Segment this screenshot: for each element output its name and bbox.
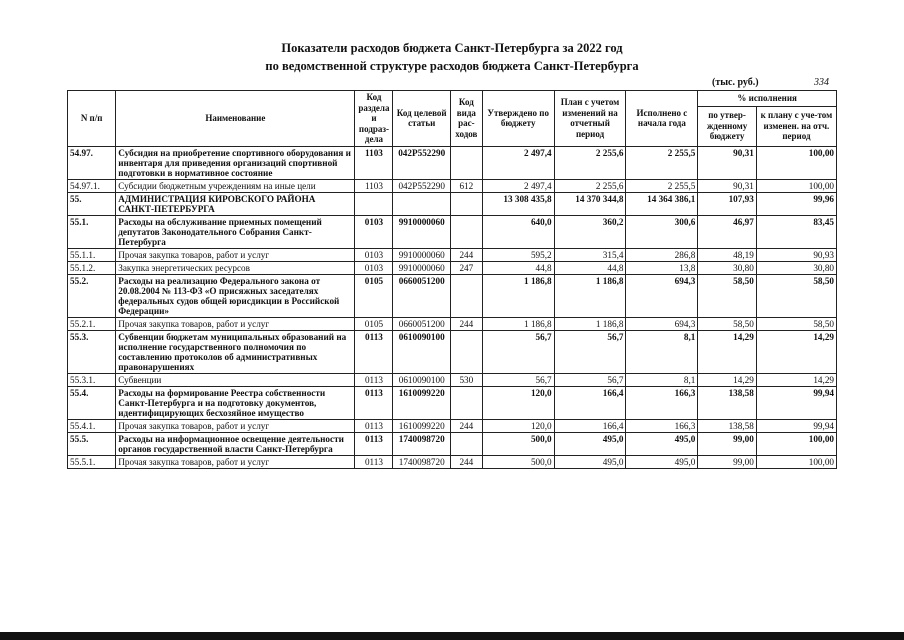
row-section-code: 0105 xyxy=(355,317,393,330)
row-type-code: 244 xyxy=(450,455,482,468)
report-title-line-1: Показатели расходов бюджета Санкт-Петербурга за 2022 год xyxy=(281,41,623,55)
row-num: 55.4. xyxy=(68,386,116,419)
row-name: Закупка энергетических ресурсов xyxy=(116,261,355,274)
row-article-code: 0660051200 xyxy=(393,274,450,317)
row-article-code: 9910000060 xyxy=(393,248,450,261)
row-approved: 13 308 435,8 xyxy=(482,192,554,215)
header-approved: Утверждено по бюджету xyxy=(482,91,554,147)
row-article-code: 9910000060 xyxy=(393,261,450,274)
header-type-code: Код вида рас-ходов xyxy=(450,91,482,147)
row-executed: 2 255,5 xyxy=(626,179,698,192)
row-pct-approved: 46,97 xyxy=(698,215,757,248)
row-num: 55.5. xyxy=(68,432,116,455)
row-plan: 166,4 xyxy=(554,419,626,432)
row-article-code: 1740098720 xyxy=(393,432,450,455)
row-num: 55. xyxy=(68,192,116,215)
row-name: Субсидии бюджетным учреждениям на иные цели xyxy=(116,179,355,192)
row-article-code: 0610090100 xyxy=(393,330,450,373)
row-approved: 56,7 xyxy=(482,330,554,373)
row-num: 55.3. xyxy=(68,330,116,373)
row-approved: 2 497,4 xyxy=(482,146,554,179)
row-pct-approved: 58,50 xyxy=(698,317,757,330)
row-executed: 166,3 xyxy=(626,386,698,419)
row-pct-plan: 100,00 xyxy=(756,146,836,179)
row-approved: 1 186,8 xyxy=(482,274,554,317)
row-plan: 44,8 xyxy=(554,261,626,274)
row-executed: 495,0 xyxy=(626,432,698,455)
report-title-line-2: по ведомственной структуре расходов бюджета Санкт-Петербурга xyxy=(265,59,639,73)
header-percent-group: % исполнения xyxy=(698,91,837,107)
row-pct-approved: 48,19 xyxy=(698,248,757,261)
row-article-code: 9910000060 xyxy=(393,215,450,248)
row-executed: 13,8 xyxy=(626,261,698,274)
row-approved: 2 497,4 xyxy=(482,179,554,192)
row-pct-approved: 14,29 xyxy=(698,373,757,386)
table-row xyxy=(68,192,837,215)
row-section-code: 0113 xyxy=(355,455,393,468)
row-type-code: 247 xyxy=(450,261,482,274)
row-num: 54.97.1. xyxy=(68,179,116,192)
row-pct-approved: 99,00 xyxy=(698,455,757,468)
row-pct-approved: 58,50 xyxy=(698,274,757,317)
row-num: 55.2.1. xyxy=(68,317,116,330)
row-article-code: 042P552290 xyxy=(393,146,450,179)
row-executed: 694,3 xyxy=(626,317,698,330)
row-pct-plan: 14,29 xyxy=(756,330,836,373)
row-plan: 1 186,8 xyxy=(554,274,626,317)
row-section-code: 1103 xyxy=(355,146,393,179)
row-approved: 120,0 xyxy=(482,419,554,432)
row-article-code: 042P552290 xyxy=(393,179,450,192)
table-row xyxy=(68,146,837,179)
header-name: Наименование xyxy=(116,91,355,147)
row-type-code xyxy=(450,192,482,215)
table-row xyxy=(68,432,837,455)
row-type-code xyxy=(450,274,482,317)
row-executed: 8,1 xyxy=(626,330,698,373)
row-name: Расходы на информационное освещение деятельности органов государственной власти Санкт-Петербурга xyxy=(116,432,355,455)
row-pct-plan: 14,29 xyxy=(756,373,836,386)
row-pct-plan: 99,96 xyxy=(756,192,836,215)
row-name: АДМИНИСТРАЦИЯ КИРОВСКОГО РАЙОНА САНКТ-ПЕТЕРБУРГА xyxy=(116,192,355,215)
header-pct-approved: по утвер-жденному бюджету xyxy=(698,106,757,146)
row-type-code: 244 xyxy=(450,317,482,330)
row-executed: 300,6 xyxy=(626,215,698,248)
units-label: (тыс. руб.) xyxy=(712,77,759,88)
header-section-code: Код раздела и подраз-дела xyxy=(355,91,393,147)
row-pct-approved: 90,31 xyxy=(698,146,757,179)
row-name: Расходы на обслуживание приемных помещений депутатов Законодательного Собрания Санкт-Петербурга xyxy=(116,215,355,248)
row-pct-plan: 99,94 xyxy=(756,419,836,432)
row-name: Прочая закупка товаров, работ и услуг xyxy=(116,248,355,261)
row-type-code: 612 xyxy=(450,179,482,192)
row-section-code: 0113 xyxy=(355,330,393,373)
row-article-code: 1610099220 xyxy=(393,419,450,432)
row-pct-plan: 100,00 xyxy=(756,179,836,192)
table-row xyxy=(68,419,837,432)
budget-table xyxy=(67,90,837,469)
row-approved: 1 186,8 xyxy=(482,317,554,330)
row-plan: 2 255,6 xyxy=(554,146,626,179)
row-pct-approved: 107,93 xyxy=(698,192,757,215)
row-executed: 495,0 xyxy=(626,455,698,468)
row-plan: 14 370 344,8 xyxy=(554,192,626,215)
header-executed: Исполнено с начала года xyxy=(626,91,698,147)
row-type-code xyxy=(450,215,482,248)
row-plan: 360,2 xyxy=(554,215,626,248)
row-approved: 56,7 xyxy=(482,373,554,386)
row-approved: 120,0 xyxy=(482,386,554,419)
row-article-code: 0660051200 xyxy=(393,317,450,330)
row-executed: 14 364 386,1 xyxy=(626,192,698,215)
row-name: Прочая закупка товаров, работ и услуг xyxy=(116,455,355,468)
row-plan: 56,7 xyxy=(554,330,626,373)
row-num: 55.5.1. xyxy=(68,455,116,468)
row-executed: 166,3 xyxy=(626,419,698,432)
row-executed: 8,1 xyxy=(626,373,698,386)
row-plan: 495,0 xyxy=(554,432,626,455)
row-executed: 2 255,5 xyxy=(626,146,698,179)
row-name: Прочая закупка товаров, работ и услуг xyxy=(116,419,355,432)
row-pct-approved: 30,80 xyxy=(698,261,757,274)
row-pct-plan: 30,80 xyxy=(756,261,836,274)
row-pct-plan: 99,94 xyxy=(756,386,836,419)
table-row xyxy=(68,215,837,248)
row-executed: 694,3 xyxy=(626,274,698,317)
row-num: 55.1.1. xyxy=(68,248,116,261)
row-article-code: 1610099220 xyxy=(393,386,450,419)
row-pct-plan: 90,93 xyxy=(756,248,836,261)
table-row xyxy=(68,317,837,330)
row-executed: 286,8 xyxy=(626,248,698,261)
header-article-code: Код целевой статьи xyxy=(393,91,450,147)
row-section-code: 0103 xyxy=(355,261,393,274)
row-pct-plan: 100,00 xyxy=(756,432,836,455)
row-num: 55.3.1. xyxy=(68,373,116,386)
row-pct-plan: 100,00 xyxy=(756,455,836,468)
row-section-code: 0105 xyxy=(355,274,393,317)
row-section-code: 0103 xyxy=(355,215,393,248)
header-num: N п/п xyxy=(68,91,116,147)
row-name: Расходы на формирование Реестра собственности Санкт-Петербурга и на подготовку документов, идентифицирующих бесхозяйное имущество xyxy=(116,386,355,419)
row-approved: 500,0 xyxy=(482,432,554,455)
table-row xyxy=(68,373,837,386)
row-plan: 315,4 xyxy=(554,248,626,261)
table-row xyxy=(68,455,837,468)
row-type-code: 244 xyxy=(450,419,482,432)
row-type-code xyxy=(450,386,482,419)
row-section-code: 1103 xyxy=(355,179,393,192)
row-section-code: 0113 xyxy=(355,386,393,419)
row-num: 55.4.1. xyxy=(68,419,116,432)
row-name: Субсидия на приобретение спортивного оборудования и инвентаря для приведения организаций спортивной подготовки в нормативное состояние xyxy=(116,146,355,179)
row-pct-approved: 138,58 xyxy=(698,419,757,432)
row-type-code xyxy=(450,146,482,179)
row-num: 55.1.2. xyxy=(68,261,116,274)
row-num: 54.97. xyxy=(68,146,116,179)
row-section-code xyxy=(355,192,393,215)
row-pct-plan: 83,45 xyxy=(756,215,836,248)
row-name: Расходы на реализацию Федерального закона от 20.08.2004 № 113-ФЗ «О присяжных заседателях федеральных судов общей юрисдикции в Российской Федерации» xyxy=(116,274,355,317)
header-plan: План с учетом изменений на отчетный период xyxy=(554,91,626,147)
header-pct-plan: к плану с уче-том изменен. на отч. период xyxy=(756,106,836,146)
row-pct-approved: 90,31 xyxy=(698,179,757,192)
row-plan: 495,0 xyxy=(554,455,626,468)
table-row xyxy=(68,330,837,373)
row-name: Субвенции бюджетам муниципальных образований на исполнение государственного полномочия по составлению протоколов об административных правонарушениях xyxy=(116,330,355,373)
row-pct-plan: 58,50 xyxy=(756,317,836,330)
row-approved: 44,8 xyxy=(482,261,554,274)
row-num: 55.2. xyxy=(68,274,116,317)
row-pct-approved: 14,29 xyxy=(698,330,757,373)
table-row xyxy=(68,261,837,274)
table-row xyxy=(68,248,837,261)
table-row xyxy=(68,179,837,192)
row-article-code: 0610090100 xyxy=(393,373,450,386)
row-section-code: 0113 xyxy=(355,419,393,432)
row-approved: 595,2 xyxy=(482,248,554,261)
row-name: Прочая закупка товаров, работ и услуг xyxy=(116,317,355,330)
row-section-code: 0103 xyxy=(355,248,393,261)
row-article-code: 1740098720 xyxy=(393,455,450,468)
row-pct-approved: 138,58 xyxy=(698,386,757,419)
row-article-code xyxy=(393,192,450,215)
table-row xyxy=(68,274,837,317)
table-row xyxy=(68,386,837,419)
row-section-code: 0113 xyxy=(355,432,393,455)
row-approved: 500,0 xyxy=(482,455,554,468)
row-plan: 1 186,8 xyxy=(554,317,626,330)
row-pct-approved: 99,00 xyxy=(698,432,757,455)
scan-bottom-edge xyxy=(0,632,904,640)
page-number: 334 xyxy=(814,77,829,88)
row-plan: 56,7 xyxy=(554,373,626,386)
row-type-code: 530 xyxy=(450,373,482,386)
row-type-code: 244 xyxy=(450,248,482,261)
row-type-code xyxy=(450,432,482,455)
row-pct-plan: 58,50 xyxy=(756,274,836,317)
row-plan: 2 255,6 xyxy=(554,179,626,192)
row-approved: 640,0 xyxy=(482,215,554,248)
row-plan: 166,4 xyxy=(554,386,626,419)
row-num: 55.1. xyxy=(68,215,116,248)
row-section-code: 0113 xyxy=(355,373,393,386)
row-name: Субвенции xyxy=(116,373,355,386)
row-type-code xyxy=(450,330,482,373)
